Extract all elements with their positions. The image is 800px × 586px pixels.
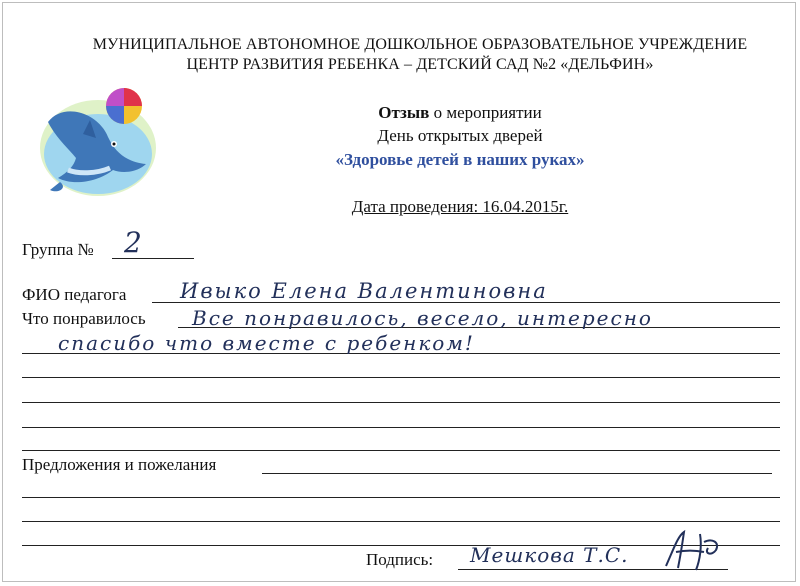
group-label: Группа №	[22, 240, 94, 259]
suggestions-line-2[interactable]	[22, 497, 780, 498]
event-name: «Здоровье детей в наших руках»	[335, 150, 585, 169]
event-type: День открытых дверей	[377, 126, 543, 145]
feedback-title-bold: Отзыв	[378, 103, 430, 122]
signature-scribble-icon	[660, 528, 730, 572]
blank-line-4[interactable]	[22, 450, 780, 451]
blank-line-2[interactable]	[22, 402, 780, 403]
institution-name-line-2: ЦЕНТР РАЗВИТИЯ РЕБЕНКА – ДЕТСКИЙ САД №2 «ДЕЛЬФИН»	[186, 56, 654, 73]
teacher-label: ФИО педагога	[22, 285, 127, 304]
feedback-title-rest: о мероприятии	[429, 103, 542, 122]
suggestions-underline[interactable]	[262, 473, 772, 474]
liked-label: Что понравилось	[22, 309, 146, 328]
institution-name-line-1: МУНИЦИПАЛЬНОЕ АВТОНОМНОЕ ДОШКОЛЬНОЕ ОБРАЗОВАТЕЛЬНОЕ УЧРЕЖДЕНИЕ	[92, 36, 748, 53]
event-date: Дата проведения: 16.04.2015г.	[351, 197, 569, 216]
suggestions-label: Предложения и пожелания	[22, 455, 217, 474]
signature-value[interactable]: Мешкова Т.С.	[470, 543, 629, 567]
teacher-value[interactable]: Ивыко Елена Валентиновна	[180, 279, 548, 303]
blank-line-3[interactable]	[22, 427, 780, 428]
suggestions-line-3[interactable]	[22, 521, 780, 522]
liked-value-line-2[interactable]: спасибо что вместе с ребенком!	[58, 331, 475, 355]
blank-line-1[interactable]	[22, 377, 780, 378]
group-value[interactable]: 2	[124, 226, 142, 259]
feedback-title	[280, 103, 640, 123]
dolphin-with-ball-icon	[28, 82, 158, 200]
signature-label: Подпись:	[366, 550, 434, 569]
liked-value-line-1[interactable]: Все понравилось, весело, интересно	[192, 306, 653, 330]
